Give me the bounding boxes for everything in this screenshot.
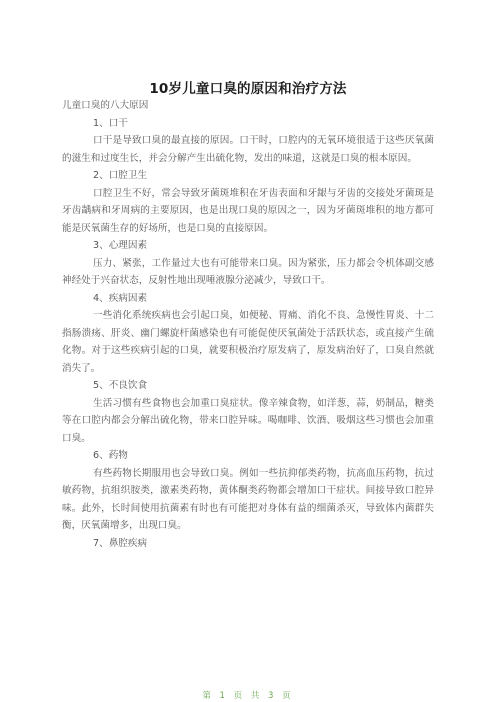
intro-line: 儿童口臭的八大原因 [62,100,149,111]
section-body-4: 一些消化系统疾病也会引起口臭，如便秘、胃痛、消化不良、急慢性胃炎、十二指肠溃疡、肝炎、幽门螺旋杆菌感染也有可能促使厌氧菌处于活跃状态，或直接产生硫化物。对于这些疾病引起的口臭，就要积极治疗原发病了，原发病治好了，口臭自然就消失了。 [62,310,434,374]
section-heading-2: 2、口腔卫生 [93,170,148,181]
section-heading-4: 4、疾病因素 [93,292,148,304]
section-heading-1: 1、口干 [93,117,128,129]
section-body-3: 压力、紧张，工作量过大也有可能带来口臭。因为紧张，压力都会令机体副交感神经处于兴奋状态，反射性地出现唾液腺分泌减少，导致口干。 [62,257,434,286]
section-heading-5: 5、不良饮食 [93,380,148,391]
section-body-1: 口干是导致口臭的最直接的原因。口干时，口腔内的无氧环境很适于这些厌氧菌的滋生和过度生长，并会分解产生出硫化物，发出的味道，这就是口臭的根本原因。 [62,135,434,164]
document-title: 10岁儿童口臭的原因和治疗方法 [149,81,347,97]
section-body-5: 生活习惯有些食物也会加重口臭症状。像辛辣食物，如洋葱，蒜，奶制品，糖类等在口腔内都会分解出硫化物，带来口腔异味。喝咖啡、饮酒、吸烟这些习惯也会加重口臭。 [62,397,434,444]
section-body-2: 口腔卫生不好，常会导致牙菌斑堆积在牙齿表面和牙龈与牙齿的交接处牙菌斑是牙齿龋病和牙周病的主要原因，也是出现口臭的原因之一，因为牙菌斑堆积的地方都可能是厌氧菌生存的好场所，也是口臭的直接原因。 [62,187,434,234]
section-body-6: 有些药物长期服用也会导致口臭。例如一些抗抑郁类药物，抗高血压药物，抗过敏药物，抗组织胺类，激素类药物，黄体酮类药物都会增加口干症状。间接导致口腔异味。此外，长时间使用抗菌素有时也有可能把对身体有益的细菌杀灭，导致体内菌群失衡，厌氧菌增多，出现口臭。 [62,467,434,531]
document-body [62,97,434,552]
section-heading-7: 7、鼻腔疾病 [93,537,148,549]
page-footer: 第 1 页 共 3 页 [202,691,294,701]
section-heading-6: 6、药物 [93,450,128,461]
section-heading-3: 3、心理因素 [93,240,148,251]
